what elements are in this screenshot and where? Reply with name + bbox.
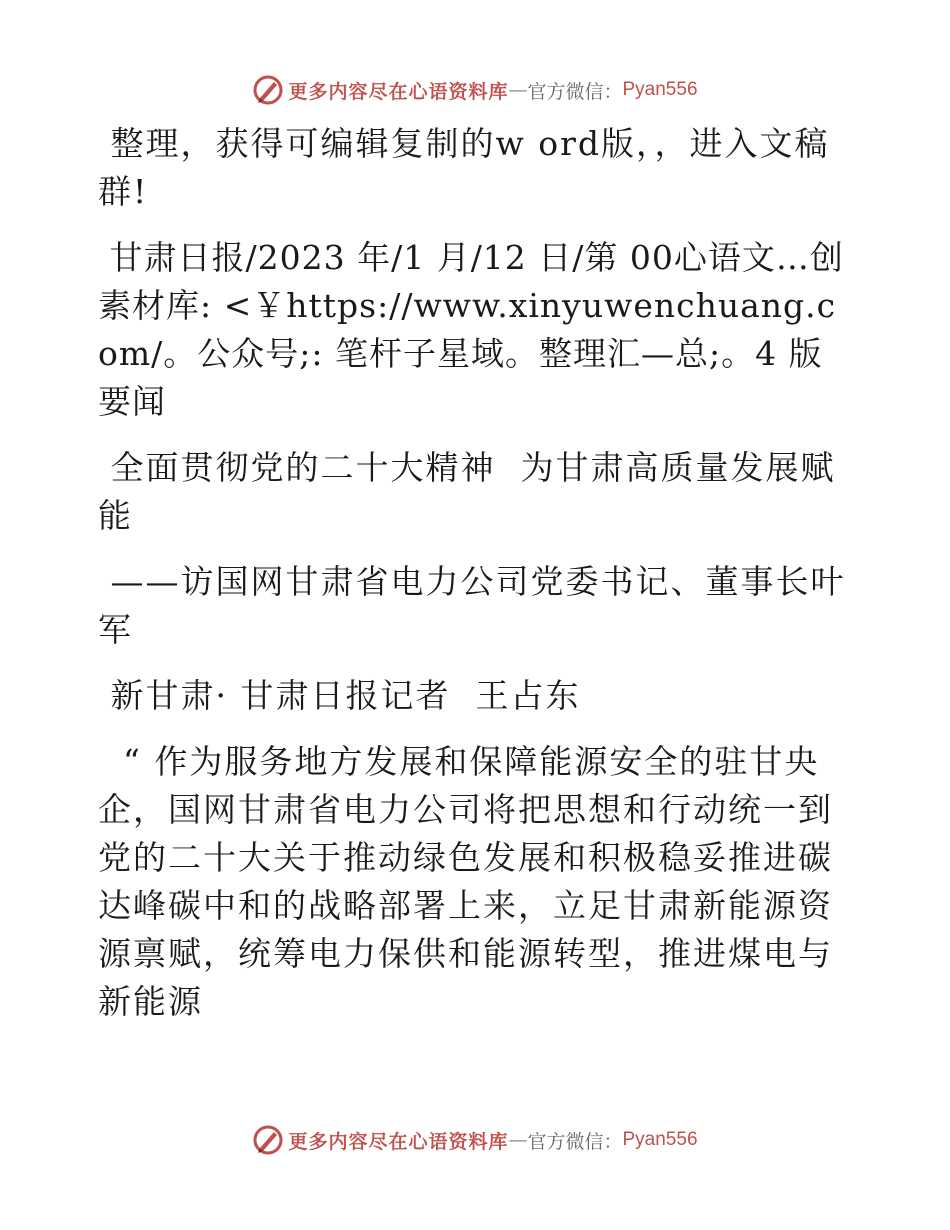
pen-logo-icon [252,74,284,106]
footer-watermark [0,1120,950,1160]
article-title: 全面贯彻党的二十大精神 为甘肃高质量发展赋能 [98,448,836,535]
watermark-site-text: 更多内容尽在心语资料库 [288,80,509,103]
watermark-dash: — [508,1129,528,1151]
pen-logo-icon [252,1124,284,1156]
article-subtitle: ——访国网甘肃省电力公司党委书记、董事长叶军 [98,562,846,649]
watermark-handle: Pyan556 [622,1129,698,1150]
source-paragraph: 甘肃日报/2023 年/1 月/12 日/第 00心语文…创素材库: <￥https://www.xinyuwenchuang.com/。公众号;: 笔杆子星域。整理汇—总;。4 版要闻 [98,238,844,421]
watermark-handle: Pyan556 [622,79,698,100]
header-watermark [0,70,950,110]
watermark-label: 官方微信： [527,1130,623,1153]
intro-paragraph: 整理，获得可编辑复制的w ord版，，进入文稿群! [98,124,830,211]
document-body [98,120,850,1026]
article-byline: 新甘肃· 甘肃日报记者 王占东 [98,676,581,715]
body-paragraph: “ 作为服务地方发展和保障能源安全的驻甘央企，国网甘肃省电力公司将把思想和行动统一到党的二十大关于推动绿色发展和积极稳妥推进碳达峰碳中和的战略部署上来，立足甘肃新能源资源禀赋，统筹电力保供和能源转型，推进煤电与新能源 [98,742,833,1021]
watermark-site-text: 更多内容尽在心语资料库 [288,1130,509,1153]
watermark-dash: — [508,79,528,101]
watermark-label: 官方微信： [527,80,623,103]
